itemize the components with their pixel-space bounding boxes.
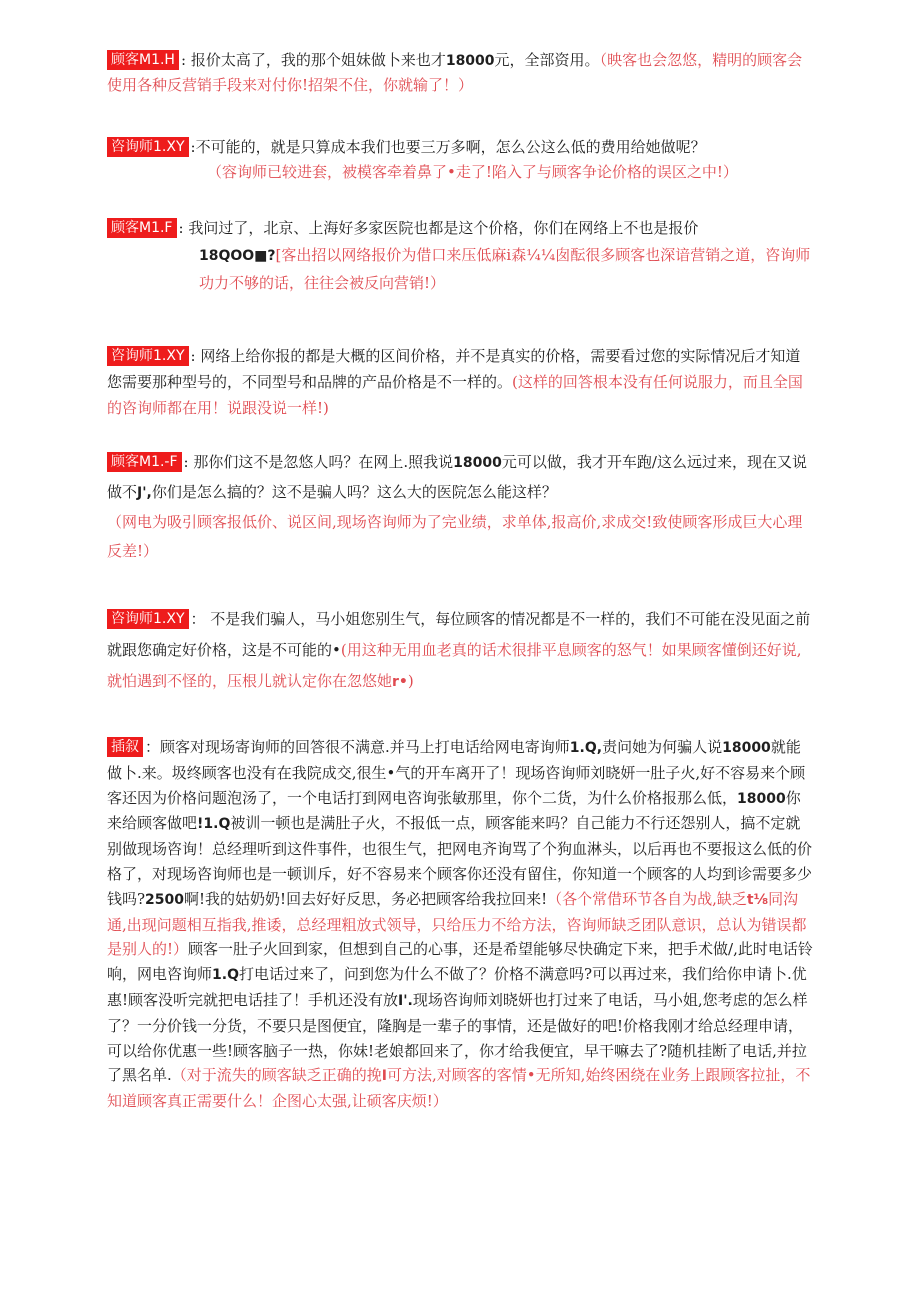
dialogue-consultant-2 [107,343,813,421]
dialogue-text: 那你们这不是忽悠人吗？在网上.照我说 [193,453,454,471]
annotation-comment: (用这种无用血老真的话术很排平息顾客的怒气！如果顾客懂倒还好说,就怕遇到不怪的，压根儿就认定你在忽悠她 [107,641,802,690]
speaker-tag: 咨询师1.XY [107,609,189,629]
price-figure: 18000 [453,455,502,471]
name-figure: 1.Q, [569,740,603,756]
speaker-colon: : [190,347,196,365]
dialogue-customer-1 [107,48,813,97]
price-figure: 18000 [445,53,495,69]
dialogue-consultant-1 [107,135,813,185]
narrative-text: 被训一顿也是满肚子火，不报低一点，顾客能来吗？自己能力不行还怨别人，搞不定就别做现场咨询！总经理听到这件事件，也很生气，把网电齐询骂了个狗血淋头，以后再也不要报这么低的价格了，对现场咨询师也是一顿训斥，好不容易来个顾客你还没有留住，你知道一个顾客的人均到诊需要多少钱吗? [107,814,813,908]
interlude-tag: 插叙 [107,737,143,757]
speaker-colon: : [190,138,196,156]
dialogue-text: 报价太高了，我的那个姐妹做卜来也才 [190,51,446,69]
speaker-tag: 顾客M1.F [107,218,177,238]
interlude-colon: ： [145,738,161,756]
speaker-colon: ： [190,610,206,628]
garbled-figure: r• [392,674,408,690]
price-figure: 18000 [722,740,771,756]
speaker-tag: 咨询师1.XY [107,137,189,157]
narrative-interlude [107,735,813,1114]
dialogue-text: 不可能的，就是只算成本我们也要三万多啊，怎么公这么低的费用给她做呢？ [195,138,706,156]
speaker-tag: 顾客M1.-F [107,452,182,472]
dialogue-text: 我问过了，北京、上海好多家医院也都是这个价格，你们在网络上不也是报价 [188,219,699,237]
dialogue-customer-3 [107,448,813,566]
annotation-comment: (这样的回答根本没有任何说服力，而且全国的咨询师都在用！说跟没说一样!) [107,373,803,417]
dialogue-text: 你们是怎么搞的？这不是骗人吗？这么大的医院怎么能这样？ [151,483,557,501]
narrative-text: 你来给顾客做吧 [107,788,801,833]
annotation-comment: [客出招以网络报价为借口来压低麻i森¼¼囱酝很多顾客也深谙营销之道，咨询师功力不够的话，往往会被反向营销!） [199,246,811,292]
garbled-figure: t⅛ [746,891,769,908]
narrative-text: 现场咨询师刘晓妍也打过来了电话，马小姐,您考虑的怎么样了？一分价钱一分货，不要只是图便宜，隆胸是一辈子的事情，还是做好的吧!价格我刚才给总经理申请，可以给你优惠一些!顾客脑子一热，你妹!老娘都回来了，你才给我便宜，早干嘛去了?随机挂断了电话,并拉了黑名单. [107,990,808,1085]
garbled-figure: I [381,1068,388,1085]
narrative-text: 打电话过来了，问到您为什么不做了？价格不满意吗?可以再过来，我们给你申请卜.优惠!顾客没听完就把电话挂了！手机还没有放 [107,965,807,1009]
dialogue-consultant-3 [107,604,813,698]
annotation-comment: （映客也会忽悠，精明的顾客会使用各种反营销手段来对付你!招架不住，你就输了！） [107,51,803,94]
name-figure: 1.Q [212,967,239,984]
annotation-comment: （各个常借环节各自为战,缺乏 [547,889,747,908]
annotation-comment: 同沟通,出现问题相互指我,推诿，总经理粗放式领导，只给压力不给方法，咨询师缺乏团队意识，总认为错误都是别人的!） [107,889,807,959]
narrative-text: 顾客对现场寄询师的回答很不满意.并马上打电话给网电寄询师 [160,738,570,756]
speaker-tag: 顾客M1.H [107,50,179,70]
dialogue-text: 元，全部资用。 [494,51,600,69]
annotation-comment: （对于流失的顾客缺乏正确的挽 [171,1066,382,1085]
speaker-tag: 咨询师1.XY [107,346,189,366]
annotation-comment: 可方法,对顾客的客情•无所知,始终困绕在业务上跟顾客拉扯，不知道顾客真正需要什么！企图心太强,让硕客庆烦!） [107,1066,811,1111]
price-figure: 18QOO■? [199,248,276,264]
speaker-colon: : [183,453,189,471]
name-figure: !1.Q [197,816,231,833]
narrative-text: 啊!我的姑奶奶!回去好好反思，务必把顾客给我拉回来! [184,889,548,908]
annotation-comment: （容询师已较进套，被模客牵着鼻了•走了!陷入了与顾客争论价格的误区之中!） [207,163,738,181]
annotation-comment-end: ) [407,672,414,690]
annotation-comment: （网电为吸引顾客报低价、说区间,现场咨询师为了完业绩，求单体,报高价,求成交!致使顾客形成巨大心理反差!） [107,513,803,560]
narrative-text: 顾客一肚子火回到家，但想到自己的心事，还是希望能够尽快确定下来，把手术做/,此时电话铃响，网电咨询师 [107,940,813,984]
narrative-text: 责问她为何骗人说 [602,738,723,756]
garbled-figure: I'. [398,992,413,1009]
price-figure: 18000 [737,790,786,807]
price-figure: 2500 [145,891,185,908]
dialogue-text: 不是我们骗人，马小姐您别生气，每位顾客的情况都是不一样的，我们不可能在没见面之前就跟您确定好价格，这是不可能的• [107,610,811,659]
garbled-figure: J', [137,485,152,501]
narrative-text: 就能做卜.来。圾终顾客也没有在我院成交,很生•气的开车离开了！现场咨询师刘晓妍一肚子火,好不容易来个顾客还因为价格问题泡汤了，一个电话打到网电咨询张敏那里，你个二货，为什么价格报那么低， [107,738,806,807]
dialogue-text: 元可以做，我才开车跑/这么远过来，现在又说做不 [107,453,807,501]
speaker-colon: : [178,219,184,237]
dialogue-customer-2 [107,215,813,297]
speaker-colon: : [180,51,187,69]
dialogue-text: 网络上给你报的都是大概的区间价格，并不是真实的价格，需要看过您的实际情况后才知道您需要那种型号的，不同型号和品牌的产品价格是不一样的。 [107,347,801,391]
